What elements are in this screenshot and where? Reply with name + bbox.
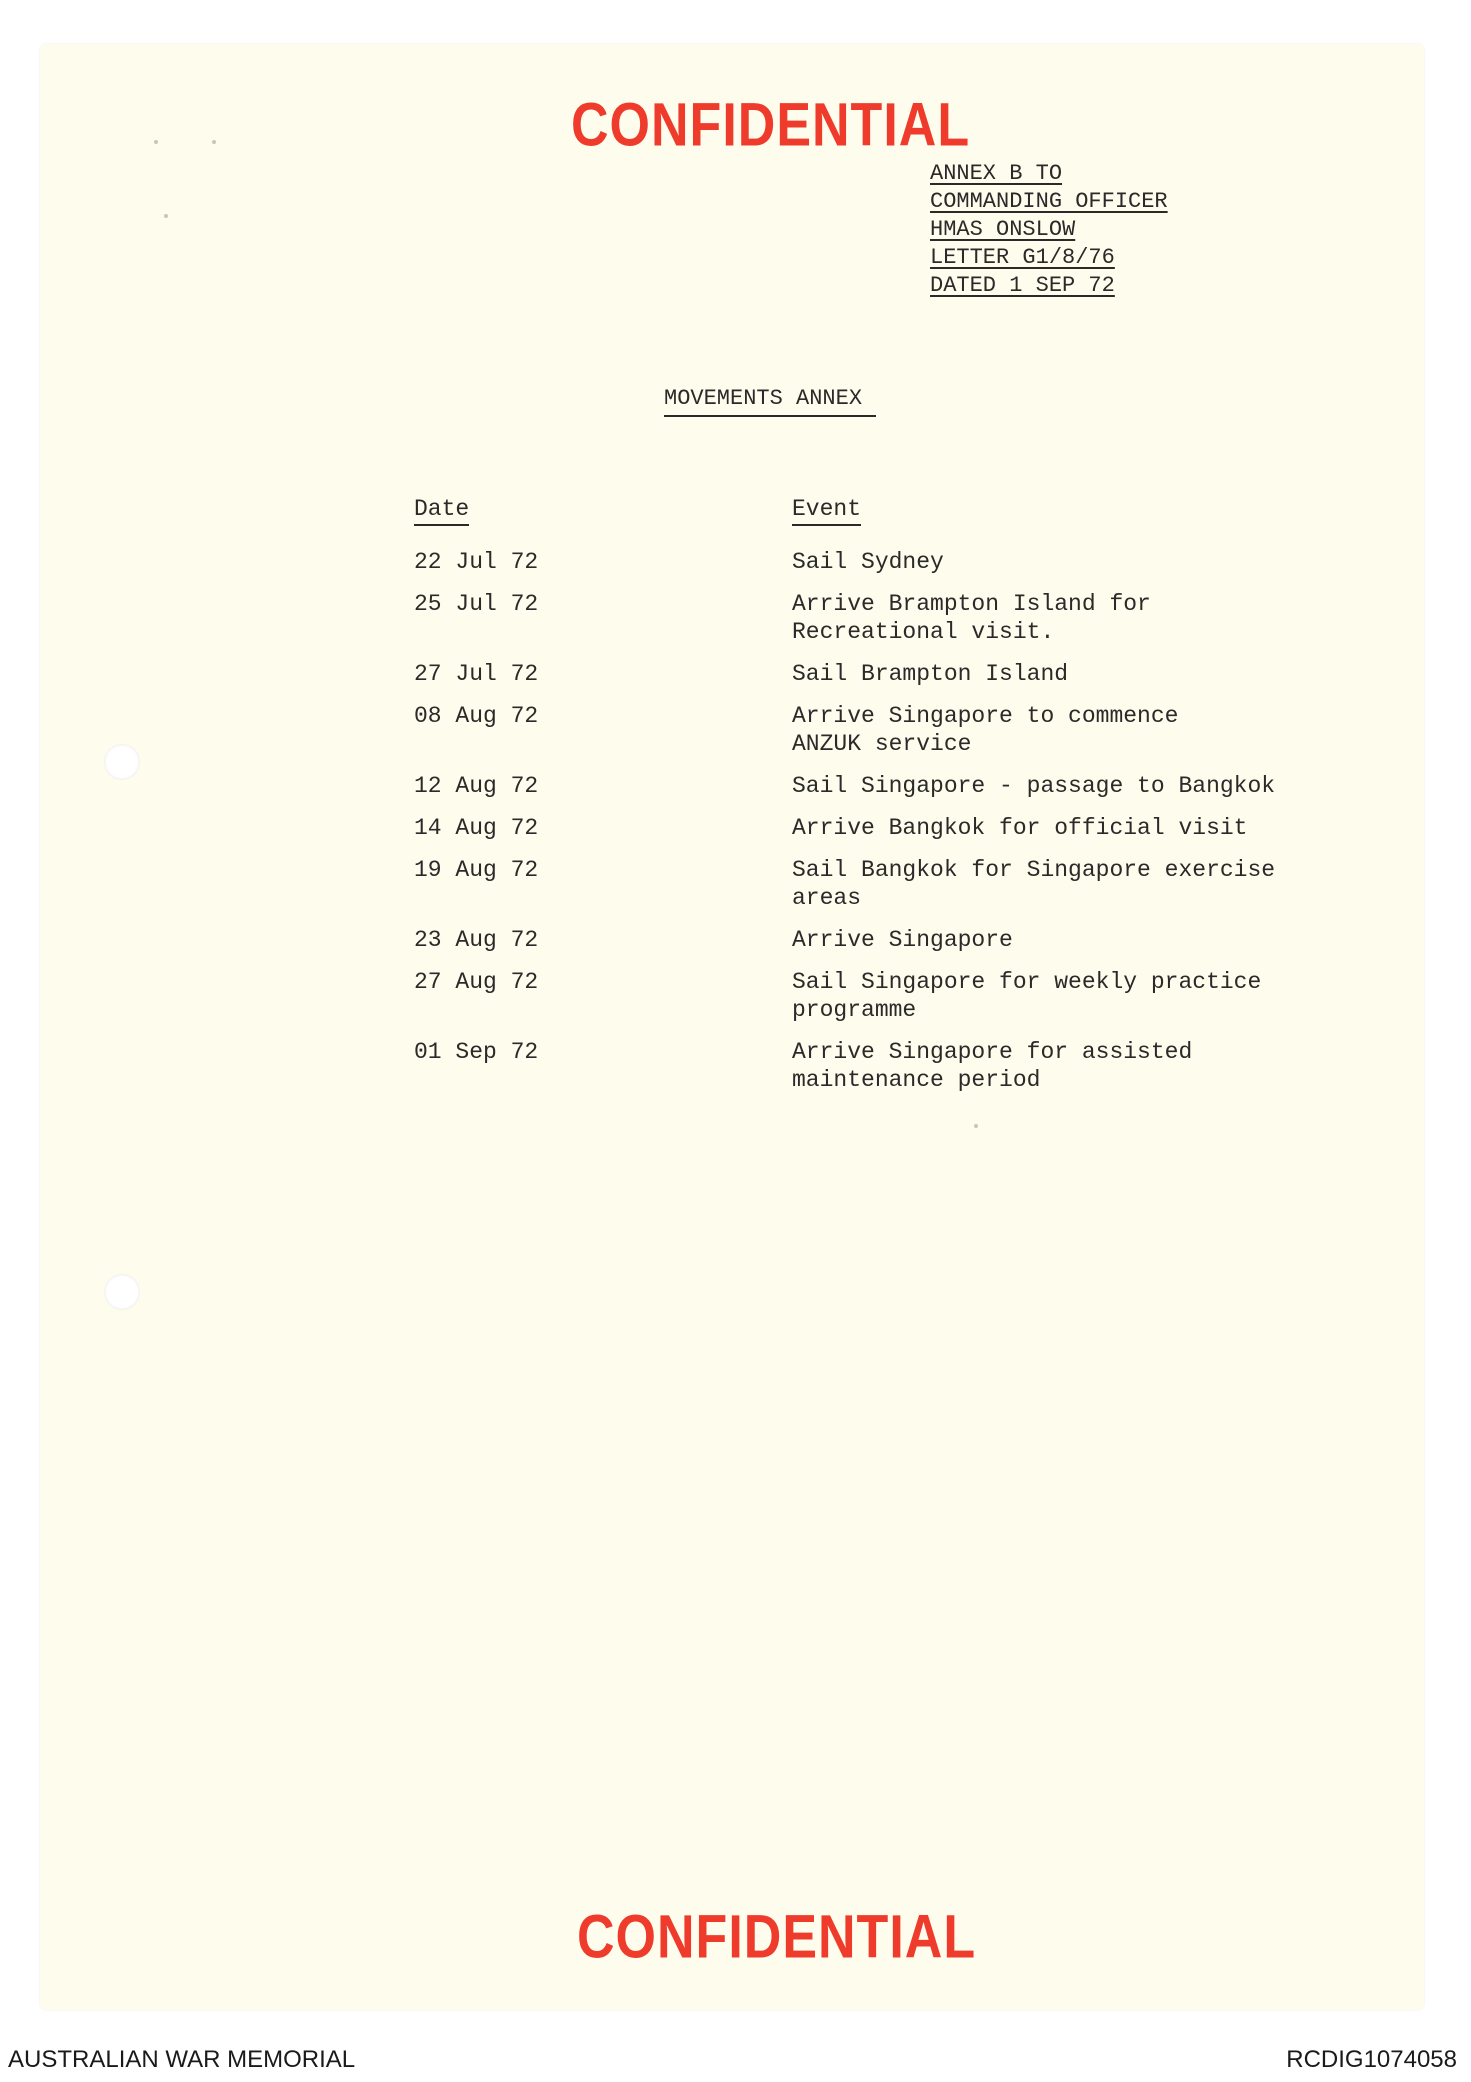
movement-row	[414, 856, 1314, 912]
reference-block	[930, 160, 1168, 300]
annex-title: MOVEMENTS ANNEX	[664, 386, 876, 417]
movement-date: 12 Aug 72	[414, 773, 539, 799]
movement-row	[414, 968, 1314, 1024]
movement-event: Sail Singapore - passage to Bangkok	[792, 773, 1276, 799]
reference-line: HMAS ONSLOW	[930, 217, 1076, 242]
paper-speck	[212, 140, 216, 144]
movement-event: Sail Singapore for weekly practice programme	[792, 969, 1262, 1023]
movement-row	[414, 1038, 1314, 1094]
reference-line: LETTER G1/8/76	[930, 245, 1115, 270]
movement-row	[414, 548, 1314, 576]
movement-event: Arrive Bangkok for official visit	[792, 815, 1248, 841]
confidential-stamp-top: CONFIDENTIAL	[571, 91, 971, 160]
confidential-stamp-bottom: CONFIDENTIAL	[577, 1903, 977, 1972]
punch-hole-bottom	[104, 1274, 140, 1310]
event-column-header: Event	[792, 496, 861, 526]
movement-event: Arrive Brampton Island for Recreational visit.	[792, 591, 1151, 645]
movement-date: 27 Jul 72	[414, 661, 539, 687]
paper-speck	[164, 214, 168, 218]
movement-date: 19 Aug 72	[414, 857, 539, 883]
movement-date: 27 Aug 72	[414, 969, 539, 995]
movement-event: Arrive Singapore for assisted maintenance period	[792, 1039, 1193, 1093]
movements-table	[414, 548, 1314, 1108]
reference-line: COMMANDING OFFICER	[930, 189, 1168, 214]
paper-speck	[974, 1124, 978, 1128]
reference-line: ANNEX B TO	[930, 161, 1063, 186]
movement-date: 22 Jul 72	[414, 549, 539, 575]
movement-row	[414, 814, 1314, 842]
movement-event: Sail Brampton Island	[792, 661, 1069, 687]
movement-date: 25 Jul 72	[414, 591, 539, 617]
movement-date: 14 Aug 72	[414, 815, 539, 841]
movement-date: 23 Aug 72	[414, 927, 539, 953]
date-column-header: Date	[414, 496, 469, 526]
movement-row	[414, 660, 1314, 688]
movement-date: 01 Sep 72	[414, 1039, 539, 1065]
punch-hole-top	[104, 744, 140, 780]
movement-event: Sail Sydney	[792, 549, 944, 575]
movement-date: 08 Aug 72	[414, 703, 539, 729]
movement-row	[414, 702, 1314, 758]
movement-row	[414, 926, 1314, 954]
movement-event: Arrive Singapore to commence ANZUK service	[792, 703, 1179, 757]
reference-line: DATED 1 SEP 72	[930, 273, 1115, 298]
movement-row	[414, 772, 1314, 800]
item-identifier: RCDIG1074058	[1286, 2046, 1457, 2073]
movement-event: Arrive Singapore	[792, 927, 1013, 953]
movement-row	[414, 590, 1314, 646]
movement-event: Sail Bangkok for Singapore exercise areas	[792, 857, 1276, 911]
archive-credit: AUSTRALIAN WAR MEMORIAL	[8, 2046, 356, 2073]
paper-speck	[154, 140, 158, 144]
